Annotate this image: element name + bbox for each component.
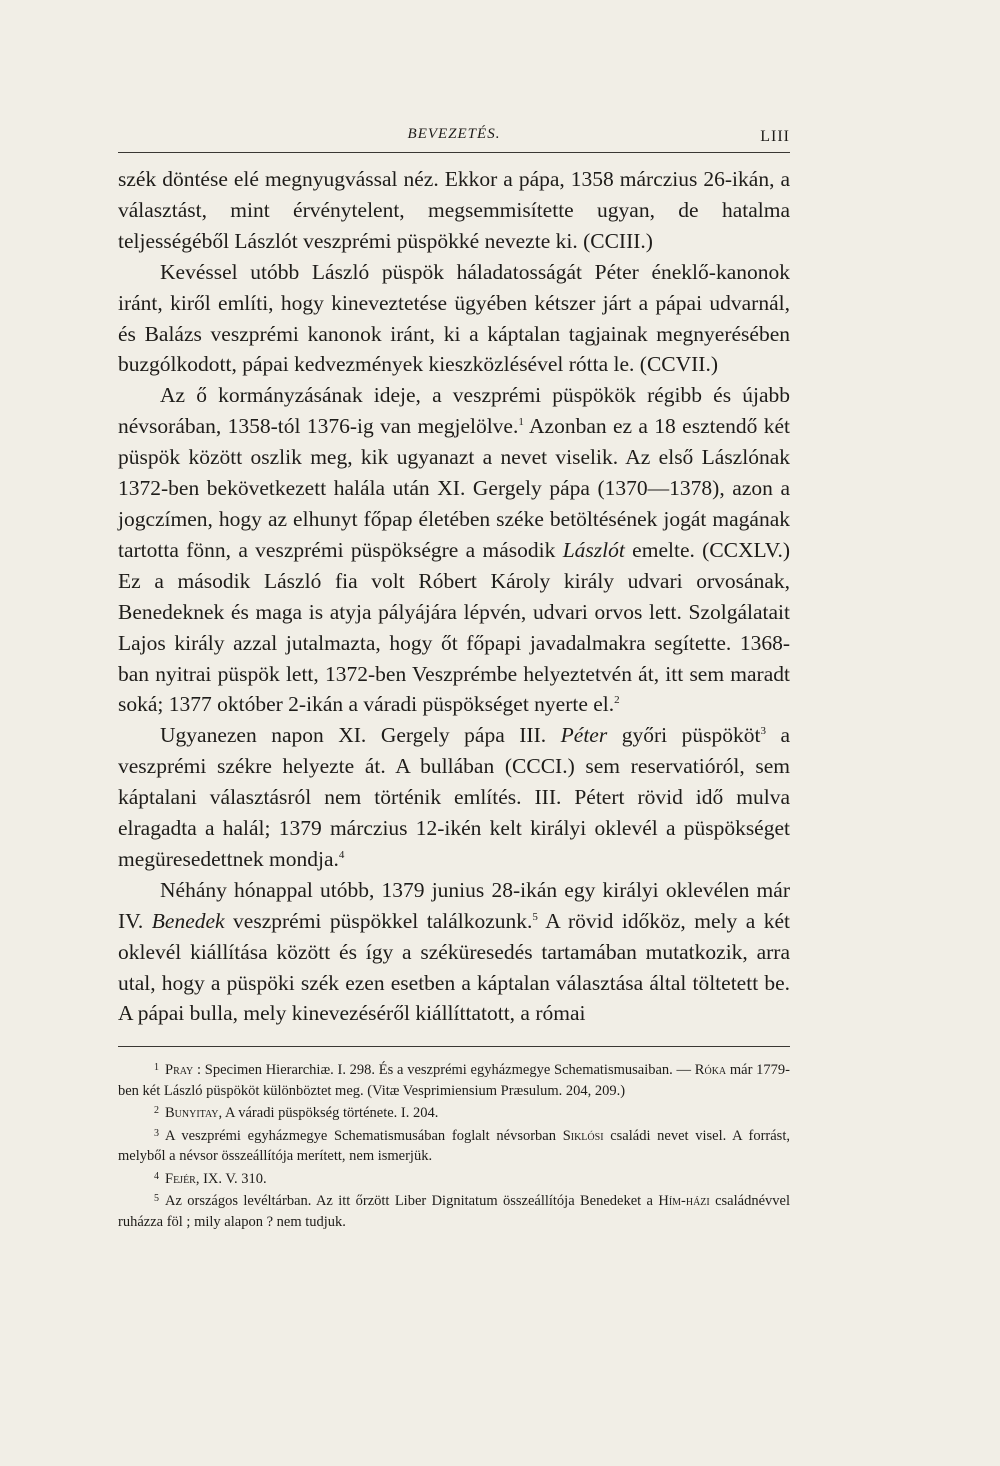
text-run: veszprémi püspökkel találkozunk. <box>224 908 533 933</box>
text-run: A rövid időköz, mely a két oklevél kiállítása között és így a széküresedés tartamában mutatkozik, arra utal, hogy a püspöki szék ezen esetben a káptalan választása által töltetett be. A pápai bulla, mely kinevezéséről kiállíttatott, a római <box>118 908 790 1026</box>
running-title: BEVEZETÉS. <box>407 126 501 142</box>
text-run: Az ő kormányzásának ideje, a veszprémi püspökök régibb és újabb névsorában, 1358-tól 1376-ig van megjelölve. <box>118 383 790 439</box>
text-run: Azonban ez a 18 esztendő két püspök között oszlik meg, kik ugyanazt a nevet viselik. Az első Lászlónak 1372-ben bekövetkezett halála után XI. Gergely pápa (1370—1378), azon a jogczímen, hogy az elhunyt főpap életében széke betöltésének jogát magának tartotta fönn, a veszprémi püspökségre a második <box>118 414 790 562</box>
footnote-text: Bunyitay <box>165 1105 219 1121</box>
body-paragraph <box>118 257 790 381</box>
footnote-text: családi nevet visel. A forrást, melyből a névsor összeállítója merített, nem ismerjük. <box>118 1127 790 1164</box>
footnote-text: Róka <box>694 1062 727 1078</box>
footnote-reference: 2 <box>614 694 620 707</box>
text-run: győri püspököt <box>607 723 761 748</box>
footnote-text: Siklósi <box>562 1127 604 1144</box>
footnote-text: már 1779-ben két László püspököt különböztet meg. (Vitæ Vesprimiensium Præsulum. 204, 209.) <box>118 1062 790 1099</box>
footnote-reference: 4 <box>338 848 345 861</box>
footnote-text: , IX. V. 310. <box>195 1170 267 1187</box>
footnote-number: 4 <box>154 1170 159 1182</box>
body-paragraph <box>118 380 790 720</box>
text-run: Ugyanezen napon XI. Gergely pápa III. <box>160 723 561 748</box>
body-paragraph <box>118 875 790 1030</box>
text-run: emelte. (CCXLV.) Ez a második László fia volt Róbert Károly király udvari orvosának, Benedeknek és maga is atyja pályájára lépvén, udvari orvos lett. Szolgálatait Lajos király azzal jutalmazta, hogy őt főpapi javadalmakra segítette. 1368-ban nyitrai püspök lett, 1372-ben Veszprémbe helyeztetvén át, itt sem maradt soká; 1377 október 2-ikán a váradi püspökséget nyerte el. <box>118 537 790 717</box>
footnote-text: Fejér <box>165 1170 196 1187</box>
text-run: Kevéssel utóbb László püspök háladatosságát Péter éneklő-kanonok iránt, kiről említi, hogy kineveztetése ügyében kétszer járt a pápai udvarnál, és Balázs veszprémi kanonok iránt, ki a káptalan tagjainak megnyerésében buzgólkodott, pápai kedvezmények kieszközlésével rótta le. (CCVII.) <box>118 259 790 377</box>
footnote <box>118 1101 790 1124</box>
page-number: LIII <box>760 128 790 145</box>
body-text <box>118 164 790 1029</box>
footnote-text: Pray <box>165 1062 194 1078</box>
footnote-text: Az országos levéltárban. Az itt őrzött Liber Dignitatum összeállítója Benedeket a <box>165 1193 659 1209</box>
footnote-text: Hím-házi <box>658 1193 710 1209</box>
body-paragraph <box>118 720 790 875</box>
footnote <box>118 1167 790 1190</box>
footnote-text: A veszprémi egyházmegye Schematismusában foglalt névsorban <box>165 1127 563 1144</box>
footnote-text: : Specimen Hierarchiæ. I. 298. És a veszprémi egyházmegye Schematismusaiban. — <box>193 1062 695 1078</box>
body-paragraph <box>118 164 790 257</box>
footnote-text: családnévvel ruházza föl ; mily alapon ? nem tudjuk. <box>118 1193 790 1230</box>
footnote <box>118 1058 790 1101</box>
text-run: a veszprémi székre helyezte át. A bullában (CCCI.) sem reservatióról, sem káptalani választásról nem történik említés. III. Pétert rövid idő mulva elragadta a halál; 1379 márczius 12-ikén kelt királyi oklevél a püspökséget megüresedettnek mondja. <box>118 723 790 871</box>
text-run: Lászlót <box>562 537 625 562</box>
footnote <box>118 1189 790 1232</box>
footnote-rule <box>118 1046 790 1047</box>
footnote-number: 1 <box>154 1062 159 1073</box>
footnote-number: 5 <box>154 1193 159 1204</box>
text-run: Néhány hónappal utóbb, 1379 junius 28-ikán egy királyi oklevélen már IV. <box>118 877 790 933</box>
footnote-text: , A váradi püspökség története. I. 204. <box>218 1105 439 1121</box>
text-run: Benedek <box>151 908 225 933</box>
text-run: Péter <box>560 723 608 748</box>
footnote-reference: 5 <box>532 910 538 923</box>
footnote-reference: 3 <box>760 725 766 738</box>
page-header <box>118 118 790 153</box>
text-run: szék döntése elé megnyugvással néz. Ekkor a pápa, 1358 márczius 26-ikán, a választást, mint érvénytelent, megsemmisítette ugyan, de hatalma teljességéből Lászlót veszprémi püspökké nevezte ki. (CCIII.) <box>118 167 790 253</box>
footnote-number: 2 <box>154 1105 159 1116</box>
footnote <box>118 1124 790 1167</box>
footnote-reference: 1 <box>518 416 524 429</box>
footnotes <box>118 1058 790 1232</box>
footnote-number: 3 <box>154 1127 159 1139</box>
